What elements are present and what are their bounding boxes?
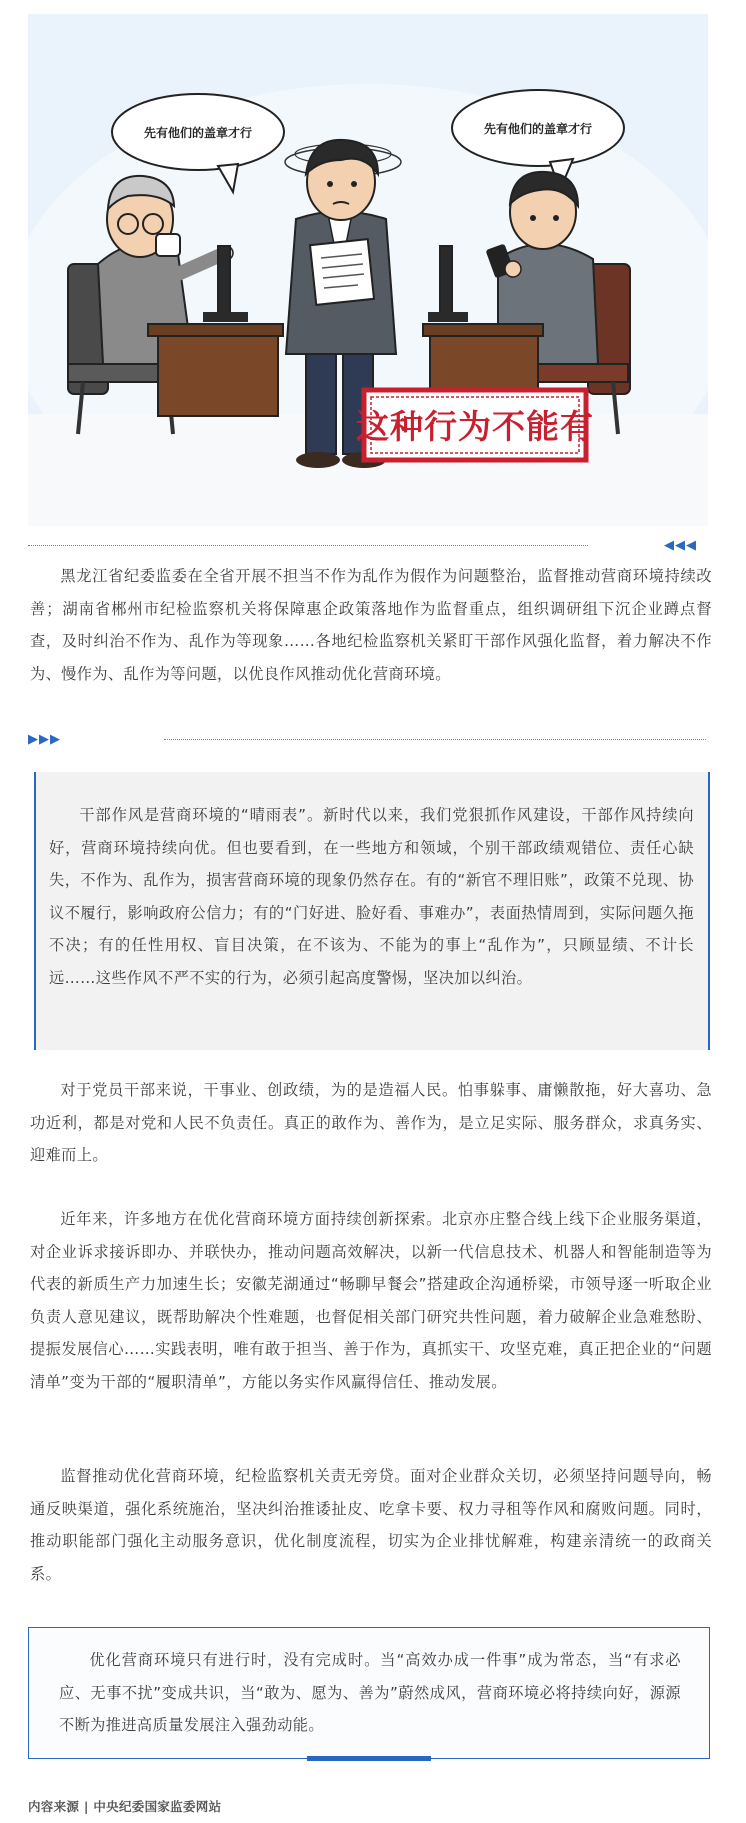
content-source: 内容来源 | 中央纪委国家监委网站: [28, 1799, 222, 1814]
stamp-text: 这种行为不能有: [356, 407, 594, 446]
quote-1-text: 干部作风是营商环境的“晴雨表”。新时代以来，我们党狠抓作风建设，干部作风持续向好，营商环境持续向优。但也要看到，在一些地方和领域，个别干部政绩观错位、责任心缺失，不作为、乱作为，损害营商环境的现象仍然存在。有的“新官不理旧账”，政策不兑现、协议不履行，影响政府公信力；有的“门好进、脸好看、事难办”，表面热情周到，实际问题久拖不决；有的任性用权、盲目决策，在不该为、不能为的事上“乱作为”，只顾显绩、不计长远……这些作风不严不实的行为，必须引起高度警惕，坚决加以纠治。: [49, 806, 694, 987]
arrow-right-icon: ▶▶▶: [28, 732, 61, 747]
bubble-right-text: 先有他们的盖章才行: [483, 122, 593, 136]
quote-box-left-bar: [34, 772, 36, 1050]
divider-top: [28, 536, 718, 556]
body-paragraph-1: 对于党员干部来说，干事业、创政绩，为的是造福人民。怕事躲事、庸懒散拖，好大喜功、急功近利，都是对党和人民不负责任。真正的敢作为、善作为，是立足实际、服务群众，求真务实、迎难而上。: [30, 1081, 712, 1165]
quote-box-accent-bar: [307, 1756, 431, 1761]
warning-stamp: [356, 390, 594, 460]
intro-paragraph: 黑龙江省纪委监委在全省开展不担当不作为乱作为假作为问题整治，监督推动营商环境持续改善；湖南省郴州市纪检监察机关将保障惠企政策落地作为监督重点，组织调研组下沉企业蹲点督查，及时纠治不作为、乱作为等现象……各地纪检监察机关紧盯干部作风强化监督，着力解决不作为、慢作为、乱作为等问题，以优良作风推动优化营商环境。: [30, 567, 712, 683]
divider-middle: [28, 730, 718, 750]
cartoon-illustration: [28, 14, 708, 526]
quote-2-text: 优化营商环境只有进行时，没有完成时。当“高效办成一件事”成为常态，当“有求必应、无事不扰”变成共识，当“敢为、愿为、善为”蔚然成风，营商环境必将持续向好，源源不断为推进高质量发展注入强劲动能。: [59, 1651, 681, 1735]
quote-box-right-bar: [708, 772, 710, 1050]
body-paragraph-2: 近年来，许多地方在优化营商环境方面持续创新探索。北京亦庄整合线上线下企业服务渠道，对企业诉求接诉即办、并联快办，推动问题高效解决，以新一代信息技术、机器人和智能制造等为代表的新质生产力加速生长；安徽芜湖通过“畅聊早餐会”搭建政企沟通桥梁，市领导逐一听取企业负责人意见建议，既帮助解决个性难题，也督促相关部门研究共性问题，着力破解企业急难愁盼、提振发展信心……实践表明，唯有敢于担当、善于作为，真抓实干、攻坚克难，真正把企业的“问题清单”变为干部的“履职清单”，方能以务实作风赢得信任、推动发展。: [30, 1210, 712, 1391]
body-paragraph-3: 监督推动优化营商环境，纪检监察机关责无旁贷。面对企业群众关切，必须坚持问题导向，畅通反映渠道，强化系统施治，坚决纠治推诿扯皮、吃拿卡要、权力寻租等作风和腐败问题。同时，推动职能部门强化主动服务意识，优化制度流程，切实为企业排忧解难，构建亲清统一的政商关系。: [30, 1467, 712, 1583]
arrow-left-icon: ◀◀◀: [664, 538, 697, 553]
quote-box-2: [28, 1627, 710, 1759]
divider-dotted-line: [28, 545, 588, 546]
quote-box-1: [34, 772, 710, 1050]
divider-dotted-line: [164, 739, 706, 740]
bubble-left-text: 先有他们的盖章才行: [143, 126, 253, 140]
